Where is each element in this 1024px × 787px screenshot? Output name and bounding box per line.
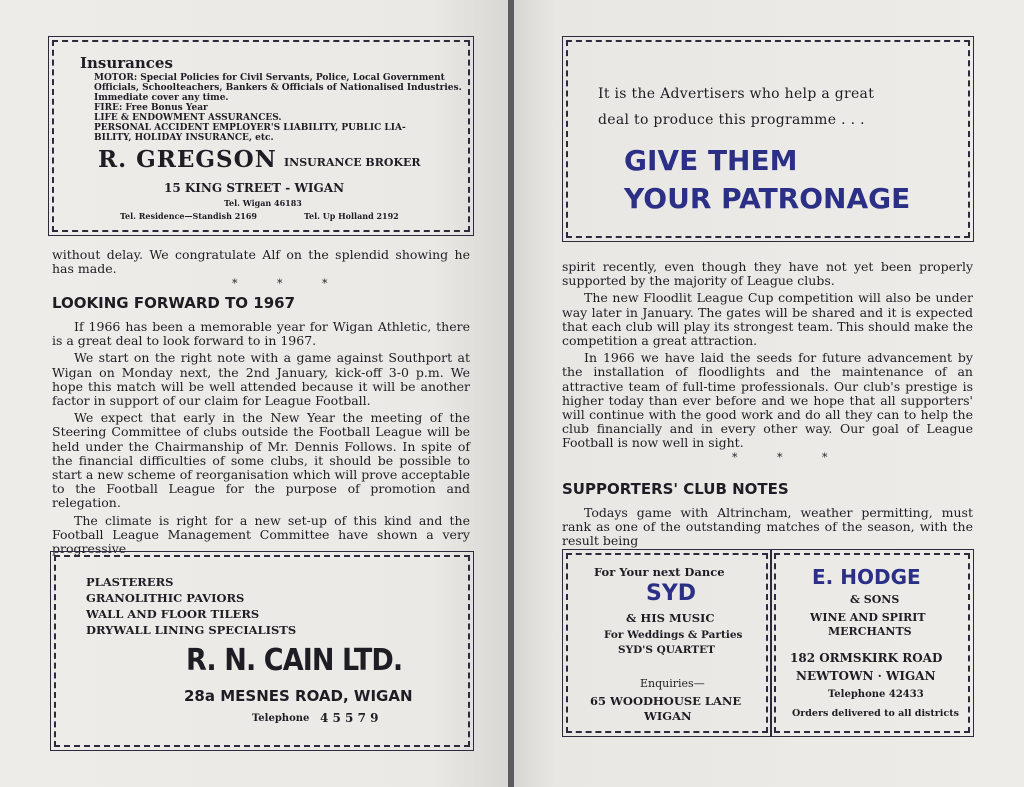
syd-address-2: WIGAN	[644, 709, 692, 723]
insurance-line: MOTOR: Special Policies for Civil Servants, Police, Local Government	[94, 73, 445, 83]
supporters-paragraph	[562, 506, 973, 549]
insurance-line: LIFE & ENDOWMENT ASSURANCES.	[94, 113, 282, 123]
looking-forward-article	[52, 320, 470, 556]
insurance-line: Officials, Schoolteachers, Bankers & Officials of Nationalised Industries.	[94, 83, 462, 93]
syd-advert	[566, 553, 768, 733]
hodge-address-2: NEWTOWN · WIGAN	[796, 669, 936, 683]
cain-telephone-label: Telephone	[252, 713, 310, 724]
hodge-sons: & SONS	[850, 593, 900, 606]
section-heading-supporters-club: SUPPORTERS' CLUB NOTES	[562, 480, 789, 498]
syd-enquiries: Enquiries—	[640, 677, 705, 690]
cain-service: GRANOLITHIC PAVIORS	[86, 591, 245, 605]
insurance-advert	[52, 40, 470, 232]
article-paragraph: We start on the right note with a game against Southport at Wigan on Monday next, the 2nd January, kick-off 3-0 p.m. We hope this match will be well attended because it will be another factor in support of our claim for League Football.	[52, 350, 470, 409]
cain-service: PLASTERERS	[86, 575, 174, 589]
hodge-delivery: Orders delivered to all districts	[792, 708, 959, 719]
broker-tel-residence: Tel. Residence—Standish 2169	[120, 211, 257, 221]
intro-paragraph	[52, 248, 470, 276]
broker-tel-holland: Tel. Up Holland 2192	[304, 211, 399, 221]
syd-lead: For Your next Dance	[594, 565, 725, 579]
broker-name: R. GREGSON	[98, 146, 277, 173]
hodge-advert	[774, 553, 970, 733]
broker-role: INSURANCE BROKER	[284, 156, 421, 169]
article-paragraph: The new Floodlit League Cup competition will also be under way later in January. The gates will be shared and it is expected that each club will play its strongest team. This should make the competition a great attraction.	[562, 290, 973, 349]
left-page	[0, 0, 508, 787]
cain-service: WALL AND FLOOR TILERS	[86, 607, 260, 621]
patronage-headline-2: YOUR PATRONAGE	[624, 182, 911, 215]
cain-service: DRYWALL LINING SPECIALISTS	[86, 623, 297, 637]
continued-article	[562, 260, 973, 451]
cain-company-name: R. N. CAIN LTD.	[186, 643, 403, 678]
article-paragraph: We expect that early in the New Year the meeting of the Steering Committee of clubs outside the Football League will be held under the Chairmanship of Mr. Dennis Follows. In spite of the financial difficulties of some clubs, it should be possible to start a new scheme of reorganisation which will prove acceptable to the Football League for the purpose of promotion and relegation.	[52, 410, 470, 511]
cain-telephone: 4 5 5 7 9	[320, 711, 379, 725]
patronage-line-2: deal to produce this programme . . .	[598, 112, 865, 128]
hodge-address-1: 182 ORMSKIRK ROAD	[790, 651, 943, 665]
supporters-text: Todays game with Altrincham, weather permitting, must rank as one of the outstanding matches of the season, with the result being	[562, 505, 973, 549]
syd-quartet: SYD'S QUARTET	[618, 644, 715, 656]
hodge-name: E. HODGE	[812, 565, 921, 589]
article-paragraph: In 1966 we have laid the seeds for future advancement by the installation of floodlights and the maintenance of an attractive team of full-time professionals. Our club's prestige is higher today than ever before and we hope that all supporters' will continue with the good work and do all they can to help the club financially and in every other way. Our goal of League Football is now well in sight.	[562, 350, 973, 451]
article-paragraph: spirit recently, even though they have not yet been properly supported by the majority of League clubs.	[562, 259, 973, 289]
cain-advert	[54, 555, 470, 747]
hodge-trade-1: WINE AND SPIRIT	[810, 611, 926, 624]
intro-text: without delay. We congratulate Alf on the splendid showing he has made.	[52, 247, 470, 277]
syd-address-1: 65 WOODHOUSE LANE	[590, 694, 742, 708]
section-divider: * * *	[732, 451, 846, 464]
section-heading-looking-forward: LOOKING FORWARD TO 1967	[52, 294, 296, 312]
broker-tel: Tel. Wigan 46183	[224, 198, 302, 208]
insurance-line: PERSONAL ACCIDENT EMPLOYER'S LIABILITY, PUBLIC LIA-	[94, 123, 406, 133]
syd-name: SYD	[646, 581, 697, 606]
insurance-line: BILITY, HOLIDAY INSURANCE, etc.	[94, 133, 274, 143]
right-page	[514, 0, 1024, 787]
hodge-trade-2: MERCHANTS	[828, 625, 912, 638]
syd-music: & HIS MUSIC	[626, 611, 715, 625]
article-paragraph: The climate is right for a new set-up of this kind and the Football League Management Committee have shown a very progressive	[52, 512, 470, 557]
broker-address: 15 KING STREET - WIGAN	[164, 181, 345, 195]
patronage-line-1: It is the Advertisers who help a great	[598, 86, 875, 102]
insurance-line: Immediate cover any time.	[94, 93, 229, 103]
patronage-advert	[566, 40, 970, 238]
insurance-title: Insurances	[80, 54, 173, 72]
cain-address: 28a MESNES ROAD, WIGAN	[184, 687, 413, 705]
hodge-telephone: Telephone 42433	[828, 689, 924, 700]
patronage-headline-1: GIVE THEM	[624, 144, 798, 177]
syd-occasions: For Weddings & Parties	[604, 629, 743, 641]
article-paragraph: If 1966 has been a memorable year for Wigan Athletic, there is a great deal to look forward to in 1967.	[52, 319, 470, 349]
section-divider: * * *	[232, 277, 346, 290]
insurance-line: FIRE: Free Bonus Year	[94, 103, 208, 113]
